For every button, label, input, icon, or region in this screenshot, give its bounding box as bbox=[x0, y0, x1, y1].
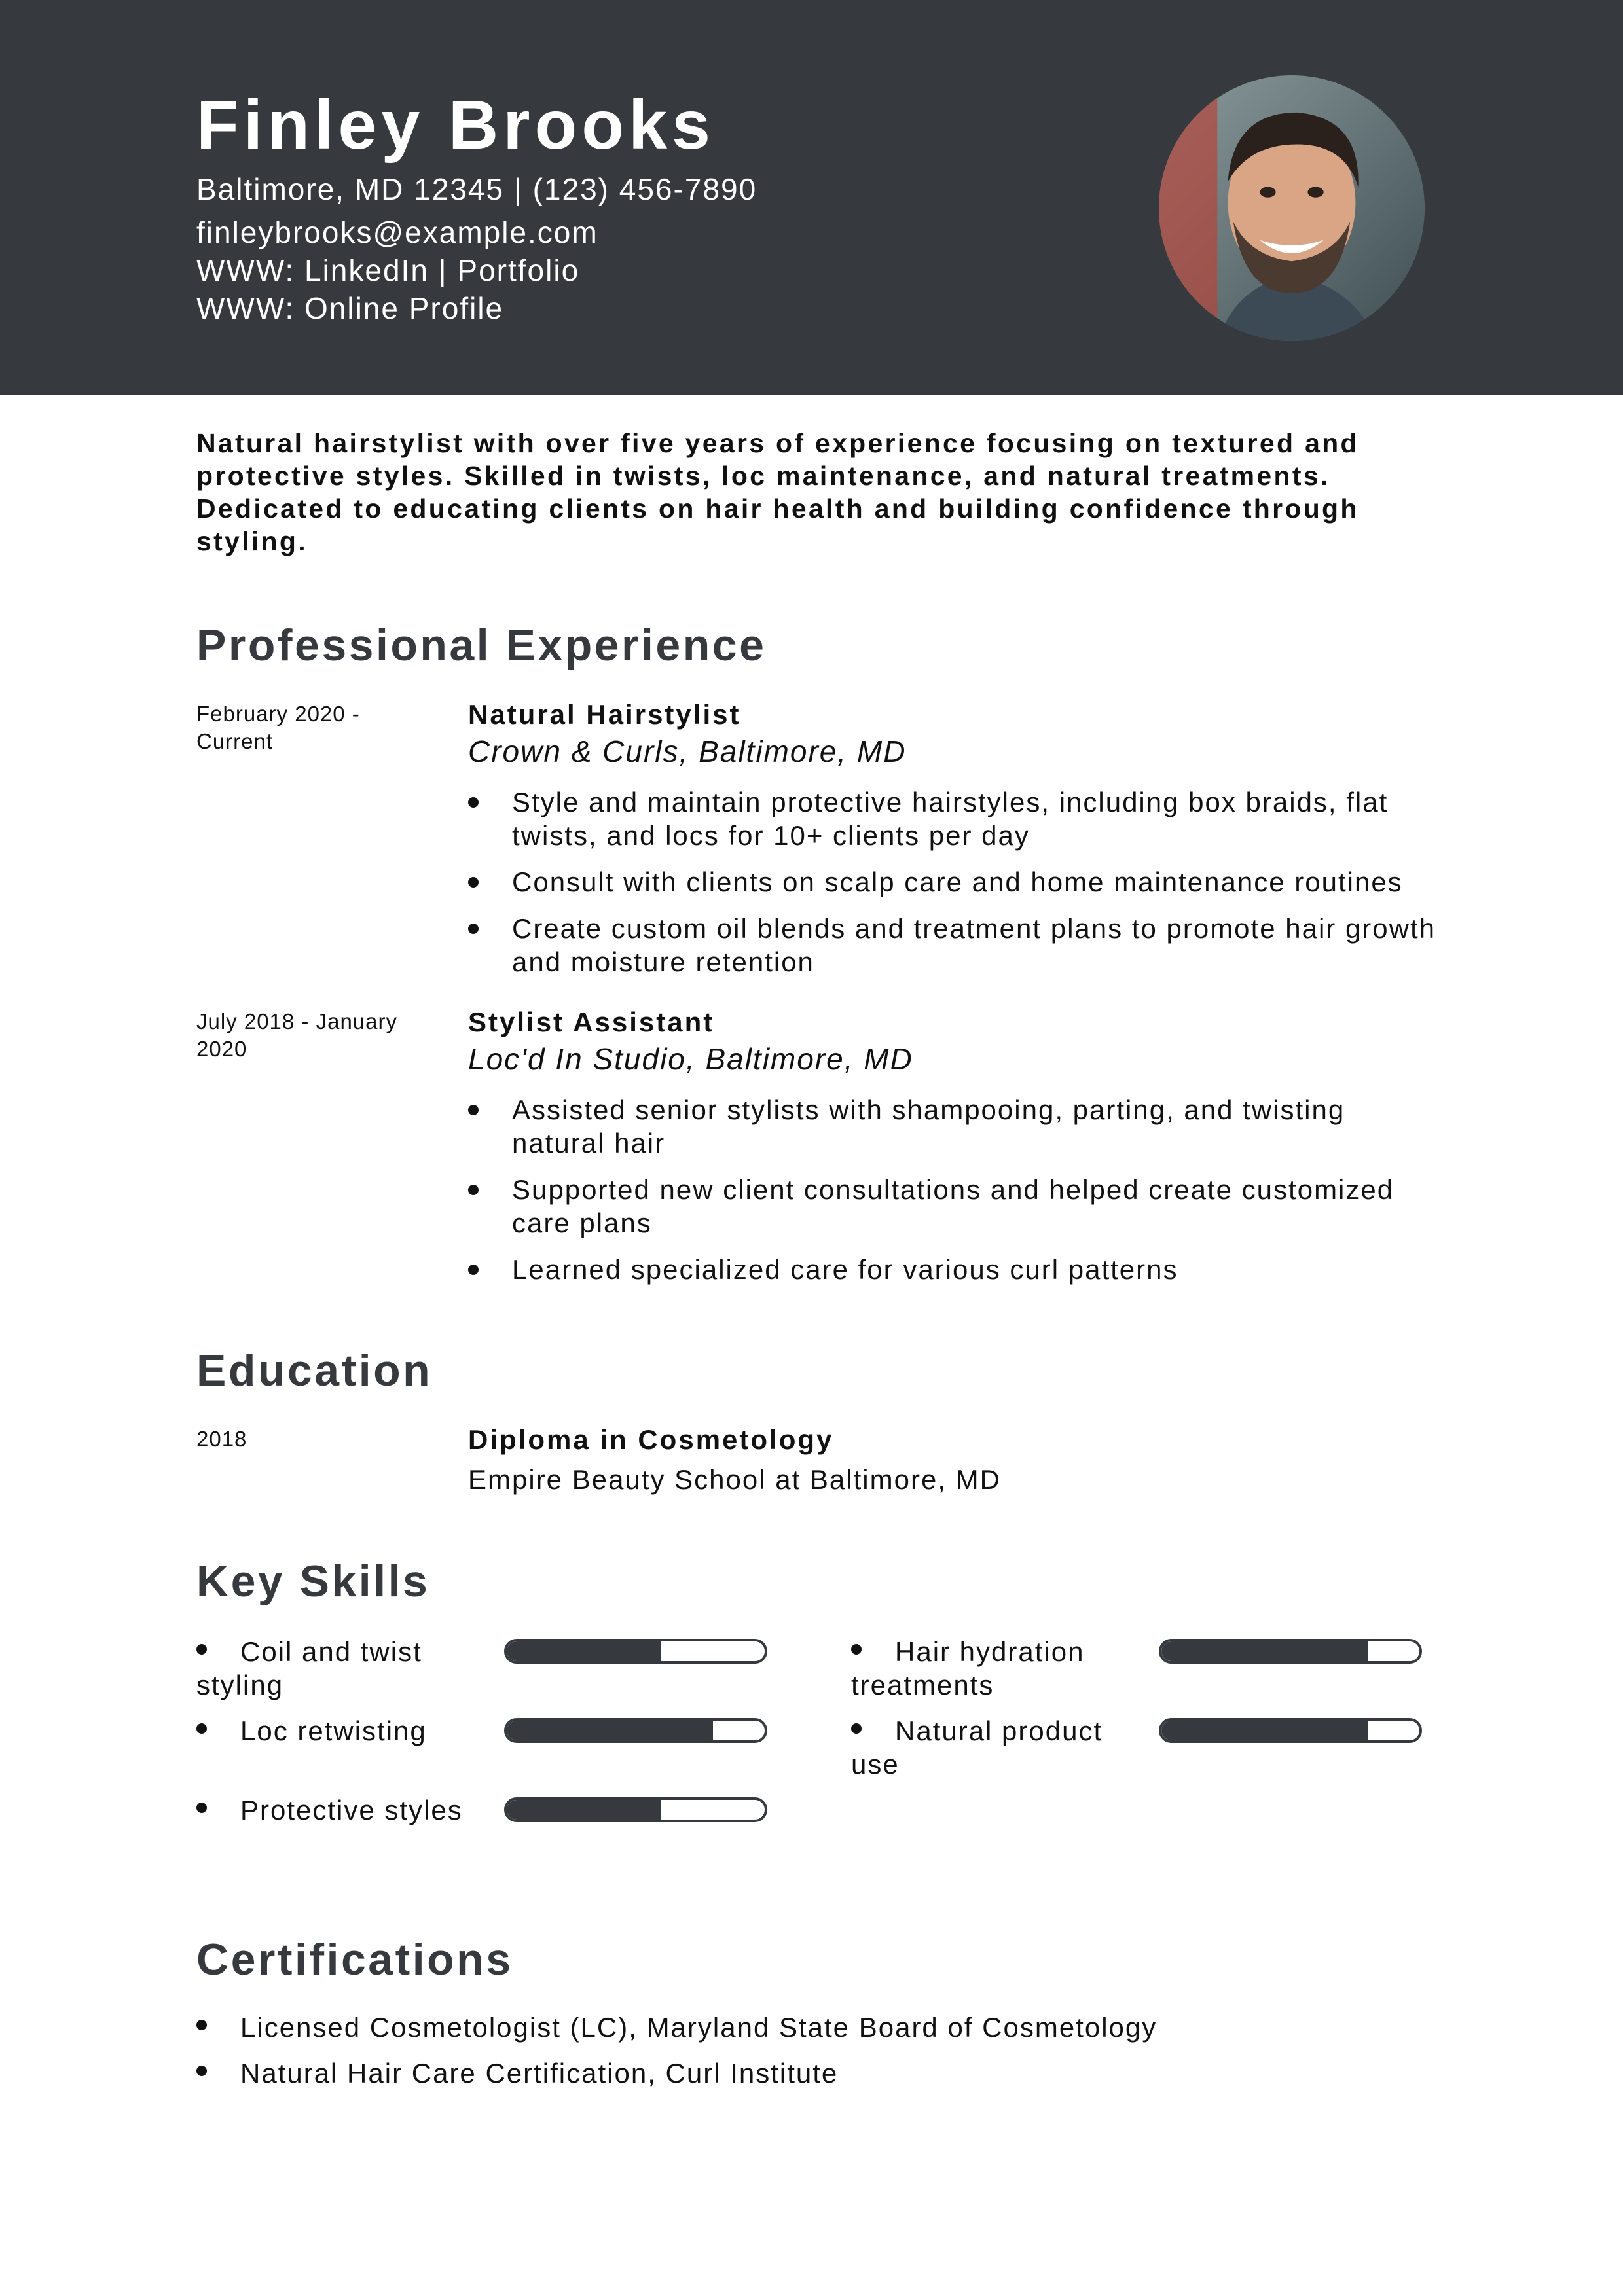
address-phone: Baltimore, MD 12345 | (123) 456-7890 bbox=[196, 172, 757, 206]
skill-item bbox=[851, 1714, 1440, 1786]
job-date: July 2018 - January 2020 bbox=[196, 1009, 397, 1061]
education-year: 2018 bbox=[196, 1427, 247, 1451]
candidate-name: Finley Brooks bbox=[196, 86, 715, 164]
list-item: Licensed Cosmetologist (LC), Maryland State Board of Cosmetology bbox=[196, 2011, 1440, 2044]
skill-label: Coil and twist styling bbox=[196, 1636, 422, 1700]
resume-header bbox=[0, 0, 1623, 395]
job-company: Crown & Curls, Baltimore, MD bbox=[468, 734, 907, 768]
professional-summary: Natural hairstylist with over five years of experience focusing on textured and protective styles. Skilled in twists, loc maintenance, and natural treatments. Dedicated to educating clients on hair health and building confidence through styling. bbox=[196, 428, 1359, 556]
job-entry bbox=[196, 700, 1440, 988]
skill-level-fill bbox=[507, 1721, 713, 1740]
education-heading: Education bbox=[196, 1346, 433, 1395]
education-school: Empire Beauty School at Baltimore, MD bbox=[468, 1464, 1001, 1495]
skills-heading: Key Skills bbox=[196, 1556, 430, 1606]
portrait-icon bbox=[1159, 75, 1425, 341]
skill-level-bar bbox=[504, 1718, 767, 1743]
skill-level-fill bbox=[507, 1800, 661, 1820]
skill-label: Protective styles bbox=[240, 1795, 463, 1825]
experience-heading: Professional Experience bbox=[196, 620, 767, 670]
job-bullets bbox=[468, 1093, 1437, 1299]
skill-level-fill bbox=[1161, 1721, 1368, 1740]
list-item: Supported new client consultations and helped create customized care plans bbox=[468, 1173, 1437, 1240]
skill-level-fill bbox=[1161, 1641, 1368, 1661]
list-item: Consult with clients on scalp care and home maintenance routines bbox=[468, 865, 1437, 899]
job-entry bbox=[196, 1008, 1440, 1296]
skill-item bbox=[196, 1635, 786, 1707]
email-address[interactable]: finleybrooks@example.com bbox=[196, 215, 598, 249]
skill-level-fill bbox=[507, 1641, 661, 1661]
education-entry bbox=[196, 1426, 1440, 1504]
job-role: Stylist Assistant bbox=[468, 1007, 715, 1037]
list-item: Assisted senior stylists with shampooing, parting, and twisting natural hair bbox=[468, 1093, 1437, 1160]
skill-level-bar bbox=[1159, 1718, 1422, 1743]
job-date: February 2020 - Current bbox=[196, 702, 360, 753]
list-item: Learned specialized care for various curl patterns bbox=[468, 1253, 1437, 1286]
skill-item bbox=[851, 1635, 1440, 1707]
skill-level-bar bbox=[504, 1797, 767, 1822]
certifications-heading: Certifications bbox=[196, 1935, 513, 1984]
skill-label: Natural product use bbox=[851, 1715, 1103, 1780]
profile-photo bbox=[1159, 75, 1425, 341]
skill-level-bar bbox=[1159, 1639, 1422, 1664]
list-item: Style and maintain protective hairstyles, including box braids, flat twists, and locs for 10+ clients per day bbox=[468, 785, 1437, 852]
skill-item bbox=[196, 1793, 786, 1865]
list-item: Create custom oil blends and treatment plans to promote hair growth and moisture retention bbox=[468, 912, 1437, 978]
education-degree: Diploma in Cosmetology bbox=[468, 1424, 834, 1455]
job-bullets bbox=[468, 785, 1437, 992]
skill-level-bar bbox=[504, 1639, 767, 1664]
list-item: Natural Hair Care Certification, Curl Institute bbox=[196, 2056, 1440, 2090]
job-role: Natural Hairstylist bbox=[468, 699, 741, 730]
skill-label: Loc retwisting bbox=[240, 1715, 427, 1746]
skill-label: Hair hydration treatments bbox=[851, 1636, 1085, 1700]
online-profile-link[interactable]: WWW: Online Profile bbox=[196, 291, 504, 325]
web-links[interactable]: WWW: LinkedIn | Portfolio bbox=[196, 253, 580, 287]
job-company: Loc'd In Studio, Baltimore, MD bbox=[468, 1042, 913, 1076]
skill-item bbox=[196, 1714, 786, 1786]
certifications-list bbox=[196, 2011, 1440, 2102]
